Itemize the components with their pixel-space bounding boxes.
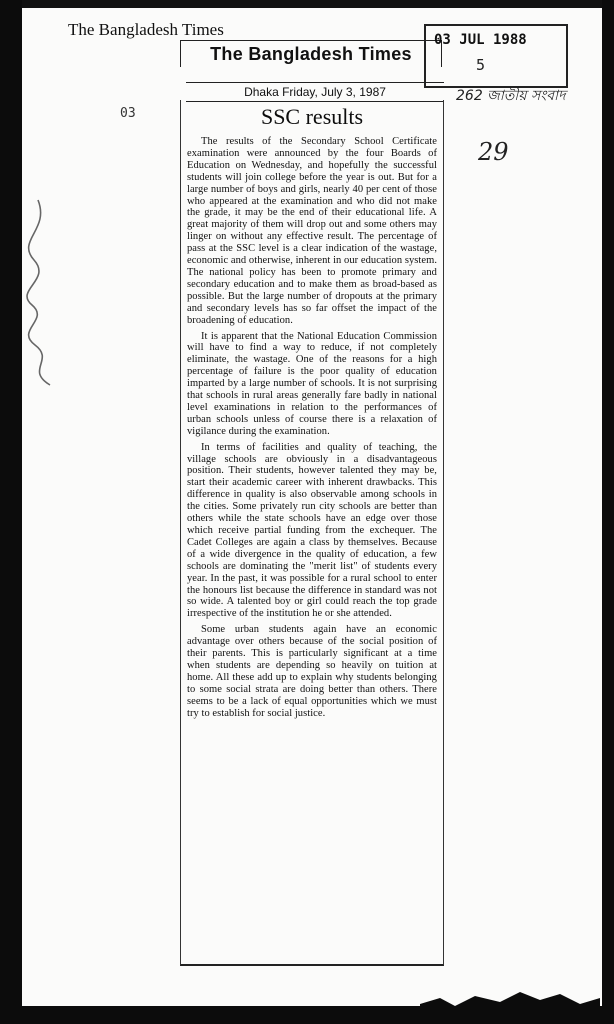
margin-mark: 03 bbox=[120, 106, 136, 121]
stamp-date: 03 JUL 1988 bbox=[434, 32, 527, 48]
article-paragraph-2: It is apparent that the National Education Commission will have to find a way to reduce, if not completely eliminate, the wastage. One of the reasons for a high percentage of failure is the poor quality of education imparted by a large number of schools. It is not surprising that schools in rural areas generally fare badly in national level examinations in relation to the performances of urban schools unless of course there is a relaxation of vigilance during the examination. bbox=[187, 330, 437, 437]
handwritten-annotation-top: 262 জাতীয় সংবাদ bbox=[456, 88, 566, 104]
article-headline: SSC results bbox=[260, 104, 364, 129]
newspaper-masthead-small: The Bangladesh Times bbox=[68, 20, 224, 39]
handwritten-page-number: 29 bbox=[478, 138, 509, 166]
handwritten-side-signature bbox=[20, 190, 60, 390]
article-paragraph-1: The results of the Secondary School Certificate examination were announced by the four Boards of Education on Wednesday, and hopefully the successful students will join college before the year is out. But for a large number of boys and girls, nearly 40 per cent of those who appeared at the examination and who did not make the grade, it may be the end of their educational life. A great majority of them will drop out and some others may linger on without any effective result. The percentage of pass at the SSC level is a clear indication of the wastage, economic and otherwise, inherent in our education system. The national policy has been to promote primary and secondary education and to make them as broad-based as possible. But the large number of dropouts at the primary and secondary levels has so far offset the impact of the broadening of education. bbox=[187, 136, 437, 326]
scan-border-left bbox=[0, 0, 22, 1024]
article-paragraph-4: Some urban students again have an economic advantage over others because of the social position of their parents. This is particularly significant at a time when students are depending so heavily on tuition at home. All these add up to explain why students belonging to some social strata are doing better than others. There seems to be a lack of equal opportunities which we must try to establish for social justice. bbox=[187, 624, 437, 719]
scan-border-bottom bbox=[0, 1006, 614, 1024]
scan-border-right bbox=[602, 0, 614, 1024]
article-paragraph-3: In terms of facilities and quality of teaching, the village schools are obviously in a disadvantageous position. Their students, however talented they may be, start their academic career with inherent drawbacks. This difference in quality is also observable among schools in the cities. Some privately run city schools are better than others while the state schools have an edge over those which receive partial funding from the exchequer. The Cadet Colleges are again a class by themselves. Because of a wide divergence in the quality of education, a few schools are dominating the "merit list" of students every year. In the past, it was possible for a rural school to enter the honours list because the difference in standard was not so wide. A talented boy or girl could reach the top grade irrespective of the institution he or she attended. bbox=[187, 441, 437, 620]
editorial-article bbox=[180, 100, 444, 966]
archive-date-stamp bbox=[424, 24, 568, 88]
dateline: Dhaka Friday, July 3, 1987 bbox=[186, 82, 444, 102]
stamp-ref-number: 5 bbox=[476, 56, 486, 74]
newspaper-masthead-large: The Bangladesh Times bbox=[180, 40, 442, 67]
